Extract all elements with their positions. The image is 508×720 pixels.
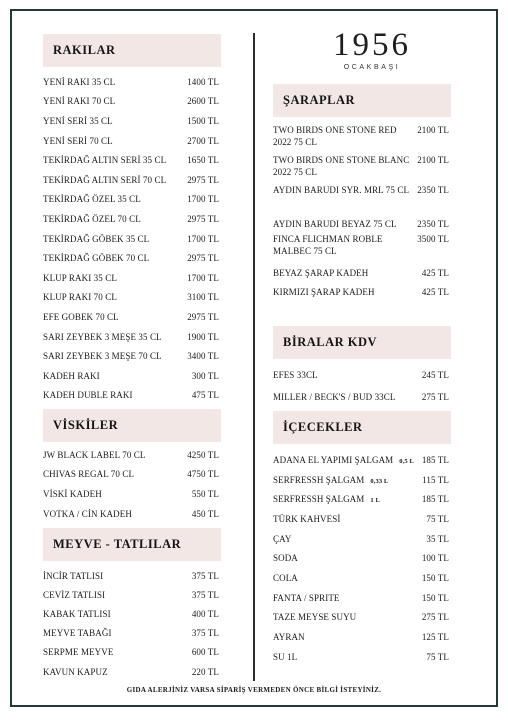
menu-item [273, 608, 451, 628]
menu-item-name: AYDIN BARUDI SYR. MRL 75 CL [273, 185, 410, 195]
section-rakilar [43, 34, 221, 67]
menu-item [43, 150, 221, 170]
section-header-viskiler: VİSKİLER [43, 409, 221, 442]
menu-item-price: 600 TL [191, 647, 219, 658]
menu-item [43, 346, 221, 366]
menu-item-name: SERPME MEYVE [43, 647, 114, 658]
menu-item-name: KAVUN KAPUZ [43, 666, 108, 677]
menu-item-price: 2975 TL [187, 253, 219, 264]
menu-item [273, 364, 451, 386]
menu-item-price: 100 TL [421, 553, 449, 564]
menu-item [273, 184, 451, 214]
menu-item-price: 2350 TL [417, 185, 449, 195]
menu-item-name: FANTA / SPRITE [273, 592, 340, 603]
menu-item-name: YENİ SERİ 70 CL [43, 135, 113, 146]
menu-item [43, 72, 221, 92]
section-viskiler [43, 409, 221, 442]
menu-item-price: 475 TL [191, 390, 219, 401]
menu-item [273, 450, 451, 470]
brand-subtitle: OCAKBAŞI [343, 64, 401, 71]
menu-item [43, 268, 221, 288]
menu-item [43, 643, 221, 662]
menu-item [273, 489, 451, 509]
brand-logo [324, 28, 420, 71]
menu-item-price: 75 TL [426, 513, 449, 524]
section-icecekler [273, 411, 451, 444]
menu-item [43, 662, 221, 681]
menu-item-name: TÜRK KAHVESİ [273, 513, 341, 524]
menu-item-name: TWO BIRDS ONE STONE BLANC 2022 75 CL [273, 155, 410, 177]
list-biralar [273, 364, 451, 408]
menu-item-name: TEKİRDAĞ ALTIN SERİ 70 CL [43, 174, 167, 185]
menu-item-price: 2700 TL [187, 135, 219, 146]
menu-item [273, 568, 451, 588]
menu-item [273, 263, 451, 282]
menu-item-name: AYDIN BARUDI BEYAZ 75 CL [273, 218, 397, 229]
menu-item [43, 307, 221, 327]
menu-item [273, 282, 451, 301]
menu-item-name: TAZE MEYSE SUYU [273, 612, 357, 623]
menu-item-price: 425 TL [421, 286, 449, 297]
menu-item-name: YENİ RAKI 35 CL [43, 76, 116, 87]
menu-item [273, 647, 451, 667]
menu-item-price: 2350 TL [417, 218, 449, 229]
menu-item-price: 1650 TL [187, 155, 219, 166]
list-viskiler [43, 445, 221, 523]
column-divider [253, 33, 255, 681]
menu-item [43, 504, 221, 524]
menu-item [43, 209, 221, 229]
menu-item-price: 185 TL [421, 454, 449, 465]
section-header-meyve: MEYVE - TATLILAR [43, 528, 221, 561]
menu-item [273, 588, 451, 608]
menu-item-name: TEKİRDAĞ GÖBEK 35 CL [43, 233, 150, 244]
menu-item-price: 550 TL [191, 488, 219, 499]
menu-item-name: AYRAN [273, 632, 305, 643]
menu-item-name: EFE GOBEK 70 CL [43, 311, 119, 322]
menu-item [273, 154, 451, 184]
menu-item-price: 425 TL [421, 267, 449, 278]
menu-item-price: 2975 TL [187, 213, 219, 224]
menu-item [43, 484, 221, 504]
menu-item-price: 2975 TL [187, 311, 219, 322]
menu-item-price: 1400 TL [187, 76, 219, 87]
menu-item-name: SERFRESSH ŞALGAM [273, 474, 365, 485]
list-meyve [43, 566, 221, 681]
menu-item-price: 1700 TL [187, 233, 219, 244]
menu-item-price: 1700 TL [187, 272, 219, 283]
menu-item-price: 2100 TL [417, 125, 449, 135]
menu-item-name: YENİ RAKI 70 CL [43, 96, 116, 107]
menu-item-size: 0,33 L [370, 477, 389, 485]
menu-item [273, 627, 451, 647]
menu-item-name: EFES 33CL [273, 370, 318, 380]
menu-item [43, 111, 221, 131]
menu-item-price: 300 TL [191, 370, 219, 381]
menu-item-size: 1 L [370, 497, 380, 505]
menu-item-name: SARI ZEYBEK 3 MEŞE 35 CL [43, 331, 162, 342]
menu-item [43, 170, 221, 190]
menu-item [273, 529, 451, 549]
menu-item-price: 375 TL [191, 570, 219, 581]
menu-item-price: 450 TL [191, 508, 219, 519]
menu-item-name: KLUP RAKI 35 CL [43, 272, 117, 283]
menu-item-name: ÇAY [273, 533, 292, 544]
menu-item [43, 445, 221, 465]
menu-item-price: 245 TL [421, 370, 449, 380]
menu-item [273, 233, 451, 263]
menu-item-name: KABAK TATLISI [43, 608, 111, 619]
menu-item-name: YENİ SERİ 35 CL [43, 115, 113, 126]
menu-item-price: 1700 TL [187, 194, 219, 205]
menu-item [273, 548, 451, 568]
menu-item [43, 248, 221, 268]
menu-item-size: 0,5 L [399, 457, 414, 465]
menu-item-name: MILLER / BECK'S / BUD 33CL [273, 392, 396, 402]
menu-item-name: KIRMIZI ŞARAP KADEH [273, 286, 375, 297]
menu-item-name: TWO BIRDS ONE STONE RED 2022 75 CL [273, 125, 397, 147]
menu-item [43, 465, 221, 485]
menu-item-name: CEVİZ TATLISI [43, 589, 106, 600]
menu-item-price: 1500 TL [187, 115, 219, 126]
menu-item-name: VİSKİ KADEH [43, 488, 102, 499]
menu-item-price: 2600 TL [187, 96, 219, 107]
menu-item-price: 75 TL [426, 651, 449, 662]
menu-item-price: 3500 TL [417, 234, 449, 244]
menu-item-price: 3100 TL [187, 292, 219, 303]
menu-item-name: SODA [273, 553, 298, 564]
menu-item-price: 2975 TL [187, 174, 219, 185]
menu-item-price: 220 TL [191, 666, 219, 677]
menu-item-name: SU 1L [273, 651, 298, 662]
list-icecekler [273, 450, 451, 667]
menu-item [43, 131, 221, 151]
section-header-icecekler: İÇECEKLER [273, 411, 451, 444]
menu-item-name: TEKİRDAĞ GÖBEK 70 CL [43, 253, 150, 264]
menu-item-price: 150 TL [421, 572, 449, 583]
menu-item-name: TEKİRDAĞ ALTIN SERİ 35 CL [43, 155, 167, 166]
menu-item-name: BEYAZ ŞARAP KADEH [273, 267, 369, 278]
menu-item [43, 288, 221, 308]
menu-item [43, 566, 221, 585]
menu-item-name: MEYVE TABAĞI [43, 628, 112, 639]
menu-item [43, 585, 221, 604]
section-header-biralar: BİRALAR KDV [273, 326, 451, 359]
menu-item-price: 4250 TL [187, 449, 219, 460]
menu-item [43, 624, 221, 643]
menu-item [43, 386, 221, 406]
section-header-saraplar: ŞARAPLAR [273, 84, 451, 117]
menu-item-name: KADEH RAKI [43, 370, 100, 381]
menu-item [43, 229, 221, 249]
section-header-rakilar: RAKILAR [43, 34, 221, 67]
menu-item-price: 3400 TL [187, 351, 219, 362]
section-meyve [43, 528, 221, 561]
allergy-notice: GIDA ALERJİNİZ VARSA SİPARİŞ VERMEDEN ÖNCE BİLGİ İSTEYİNİZ. [126, 686, 382, 694]
menu-item-price: 275 TL [421, 612, 449, 623]
menu-item-price: 2100 TL [417, 155, 449, 165]
menu-item-price: 375 TL [191, 589, 219, 600]
menu-item [273, 509, 451, 529]
menu-item-name: SERFRESSH ŞALGAM [273, 494, 365, 505]
menu-item-price: 185 TL [421, 494, 449, 505]
menu-item [273, 124, 451, 154]
menu-item-price: 4750 TL [187, 469, 219, 480]
menu-item-name: COLA [273, 572, 298, 583]
menu-item [43, 366, 221, 386]
menu-item-name: KLUP RAKI 70 CL [43, 292, 117, 303]
menu-item-name: TEKİRDAĞ ÖZEL 70 CL [43, 213, 141, 224]
menu-item-price: 125 TL [421, 632, 449, 643]
menu-item-price: 1900 TL [187, 331, 219, 342]
section-saraplar [273, 84, 451, 117]
menu-item-price: 35 TL [426, 533, 449, 544]
list-saraplar [273, 124, 451, 301]
menu-item-name: CHIVAS REGAL 70 CL [43, 469, 135, 480]
menu-item-name: FINCA FLICHMAN ROBLE MALBEC 75 CL [273, 234, 383, 256]
brand-year: 1956 [333, 27, 411, 63]
menu-item-name: İNCİR TATLISI [43, 570, 104, 581]
menu-item-price: 150 TL [421, 592, 449, 603]
menu-item [273, 214, 451, 233]
menu-item [43, 92, 221, 112]
menu-item-price: 375 TL [191, 628, 219, 639]
menu-item [43, 327, 221, 347]
menu-item-name: VOTKA / CİN KADEH [43, 508, 132, 519]
menu-item-price: 115 TL [422, 474, 449, 485]
menu-item-name: SARI ZEYBEK 3 MEŞE 70 CL [43, 351, 162, 362]
menu-item [43, 190, 221, 210]
menu-item-name: KADEH DUBLE RAKI [43, 390, 133, 401]
menu-item-price: 275 TL [421, 392, 449, 402]
menu-item [273, 386, 451, 408]
menu-item-price: 400 TL [191, 608, 219, 619]
menu-item-name: TEKİRDAĞ ÖZEL 35 CL [43, 194, 141, 205]
menu-item-name: JW BLACK LABEL 70 CL [43, 449, 146, 460]
menu-item-name: ADANA EL YAPIMI ŞALGAM [273, 454, 394, 465]
menu-item [273, 470, 451, 490]
list-rakilar [43, 72, 221, 405]
menu-item [43, 604, 221, 623]
section-biralar [273, 326, 451, 359]
